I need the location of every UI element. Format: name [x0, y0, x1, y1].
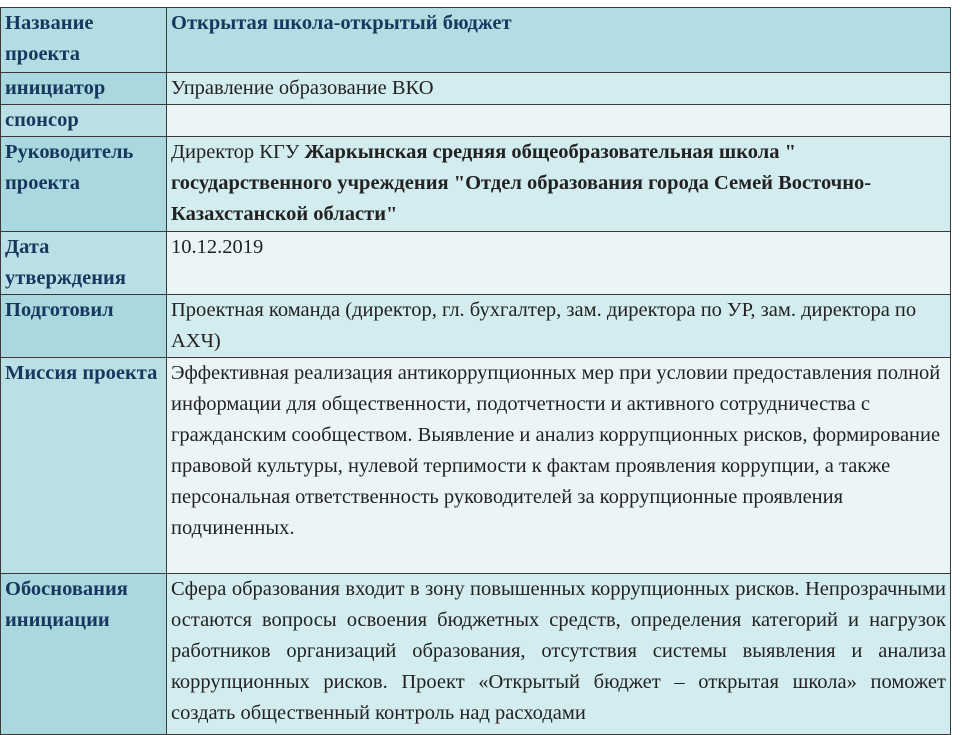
row-label-approval-date: Дата утверждения — [1, 232, 167, 295]
row-label-project-name: Название проекта — [1, 8, 167, 73]
row-value-initiator: Управление образование ВКО — [167, 73, 951, 105]
table-row — [1, 358, 951, 574]
row-value-approval-date: 10.12.2019 — [167, 232, 951, 295]
row-value-project-name: Открытая школа-открытый бюджет — [167, 8, 951, 73]
table-row — [1, 8, 951, 73]
row-value-sponsor — [167, 105, 951, 137]
row-label-mission: Миссия проекта — [1, 358, 167, 574]
row-label-initiator: инициатор — [1, 73, 167, 105]
project-head-organization: Жаркынская средняя общеобразовательная школа " государственного учреждения "Отдел образования города Семей Восточно-Казахстанской области" — [171, 141, 872, 225]
row-value-prepared-by: Проектная команда (директор, гл. бухгалтер, зам. директора по УР, зам. директора по АХЧ) — [167, 295, 951, 358]
row-value-justification: Сфера образования входит в зону повышенных коррупционных рисков. Непрозрачными остаются вопросы освоения бюджетных средств, определения категорий и нагрузок работников организаций образования, отсутствия системы выявления и анализа коррупционных рисков. Проект «Открытый бюджет – открытая школа» поможет создать общественный контроль над расходами — [167, 574, 951, 735]
row-label-prepared-by: Подготовил — [1, 295, 167, 358]
table-row — [1, 574, 951, 735]
project-passport-table — [0, 7, 951, 735]
row-label-justification: Обоснования инициации — [1, 574, 167, 735]
table-row — [1, 232, 951, 295]
table-row — [1, 295, 951, 358]
table-row — [1, 73, 951, 105]
row-value-mission: Эффективная реализация антикоррупционных мер при условии предоставления полной информации для общественности, подотчетности и активного сотрудничества с гражданским сообществом. Выявление и анализ коррупционных рисков, формирование правовой культуры, нулевой терпимости к фактам проявления коррупции, а также персональная ответственность руководителей за коррупционные проявления подчиненных. — [167, 358, 951, 574]
row-label-sponsor: спонсор — [1, 105, 167, 137]
table-row — [1, 137, 951, 232]
row-label-project-head: Руководитель проекта — [1, 137, 167, 232]
table-row — [1, 105, 951, 137]
project-head-prefix: Директор КГУ — [171, 141, 305, 163]
row-value-project-head — [167, 137, 951, 232]
